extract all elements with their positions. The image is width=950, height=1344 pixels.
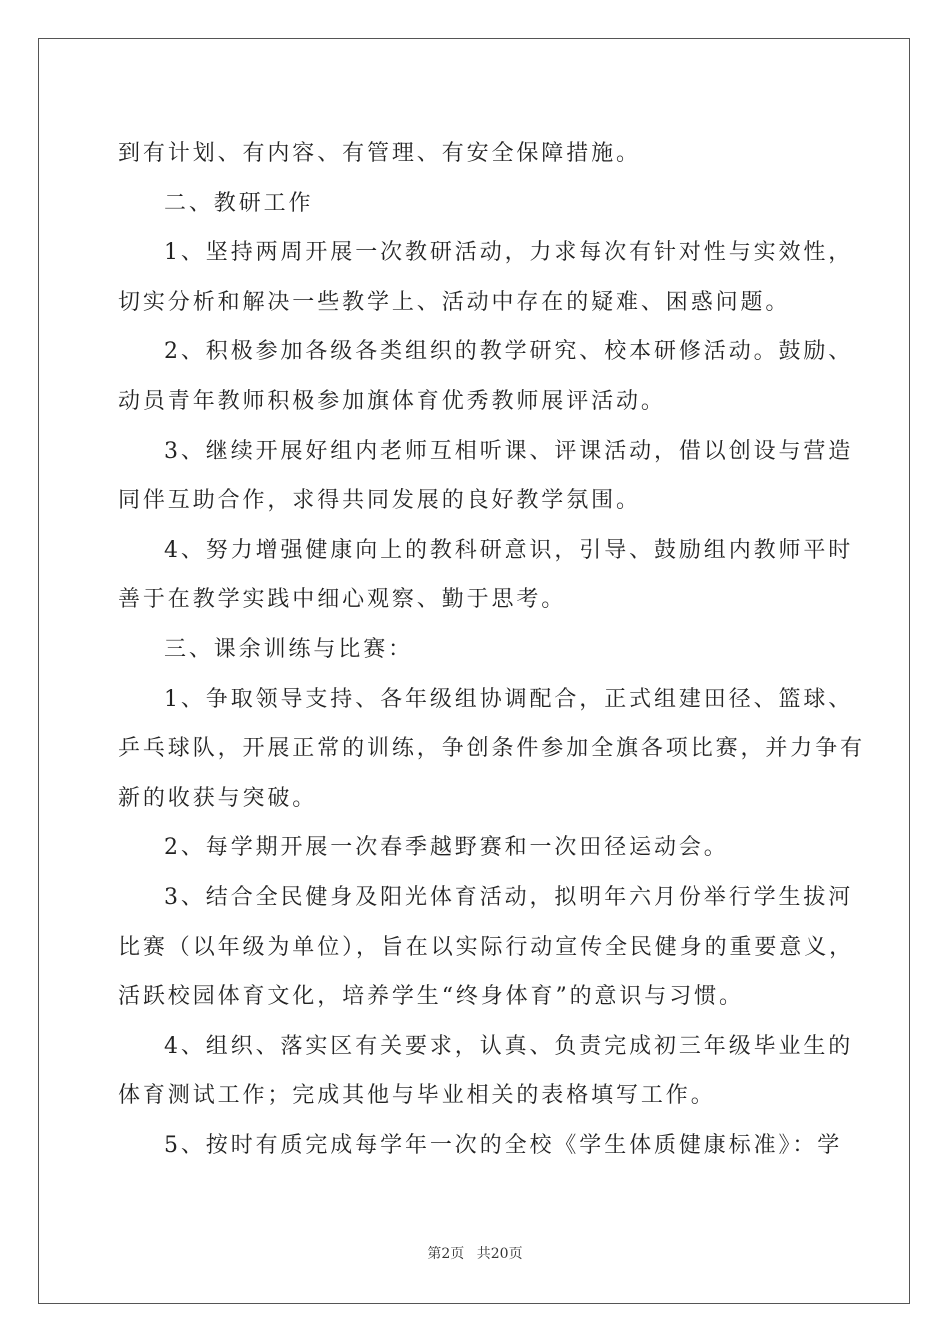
text-line: 5、按时有质完成每学年一次的全校《学生体质健康标准》：学 bbox=[164, 1132, 843, 1158]
text-line: 善于在教学实践中细心观察、勤于思考。 bbox=[118, 587, 567, 613]
text-line: 比赛（以年级为单位），旨在以实际行动宣传全民健身的重要意义， bbox=[118, 934, 855, 960]
text-line: 乒乓球队，开展正常的训练，争创条件参加全旗各项比赛，并力争有 bbox=[118, 736, 866, 762]
text-line: 1、坚持两周开展一次教研活动，力求每次有针对性与实效性， bbox=[164, 240, 854, 266]
text-line: 4、努力增强健康向上的教科研意识，引导、鼓励组内教师平时 bbox=[164, 537, 854, 563]
text-line: 2、每学期开展一次春季越野赛和一次田径运动会。 bbox=[164, 835, 729, 861]
page-footer bbox=[0, 1243, 950, 1263]
document-body bbox=[118, 129, 866, 1170]
section-heading-teaching-research: 二、教研工作 bbox=[164, 190, 314, 216]
text-line: 活跃校园体育文化，培养学生“终身体育”的意识与习惯。 bbox=[118, 984, 744, 1010]
text-line: 3、结合全民健身及阳光体育活动，拟明年六月份举行学生拔河 bbox=[164, 884, 854, 910]
text-line: 4、组织、落实区有关要求，认真、负责完成初三年级毕业生的 bbox=[164, 1033, 854, 1059]
text-line: 3、继续开展好组内老师互相听课、评课活动，借以创设与营造 bbox=[164, 438, 854, 464]
text-line: 体育测试工作；完成其他与毕业相关的表格填写工作。 bbox=[118, 1083, 716, 1109]
page-number: 第2页 bbox=[427, 1246, 465, 1262]
page-total: 共20页 bbox=[476, 1246, 523, 1262]
text-line: 动员青年教师积极参加旗体育优秀教师展评活动。 bbox=[118, 388, 666, 414]
text-line: 同伴互助合作，求得共同发展的良好教学氛围。 bbox=[118, 488, 641, 514]
text-line: 2、积极参加各级各类组织的教学研究、校本研修活动。鼓励、 bbox=[164, 339, 854, 365]
text-line: 切实分析和解决一些教学上、活动中存在的疑难、困惑问题。 bbox=[118, 289, 791, 315]
section-heading-training-competition: 三、课余训练与比赛： bbox=[164, 636, 414, 662]
text-line: 1、争取领导支持、各年级组协调配合，正式组建田径、篮球、 bbox=[164, 686, 854, 712]
text-line: 新的收获与突破。 bbox=[118, 785, 318, 811]
text-line: 到有计划、有内容、有管理、有安全保障措施。 bbox=[118, 141, 641, 166]
